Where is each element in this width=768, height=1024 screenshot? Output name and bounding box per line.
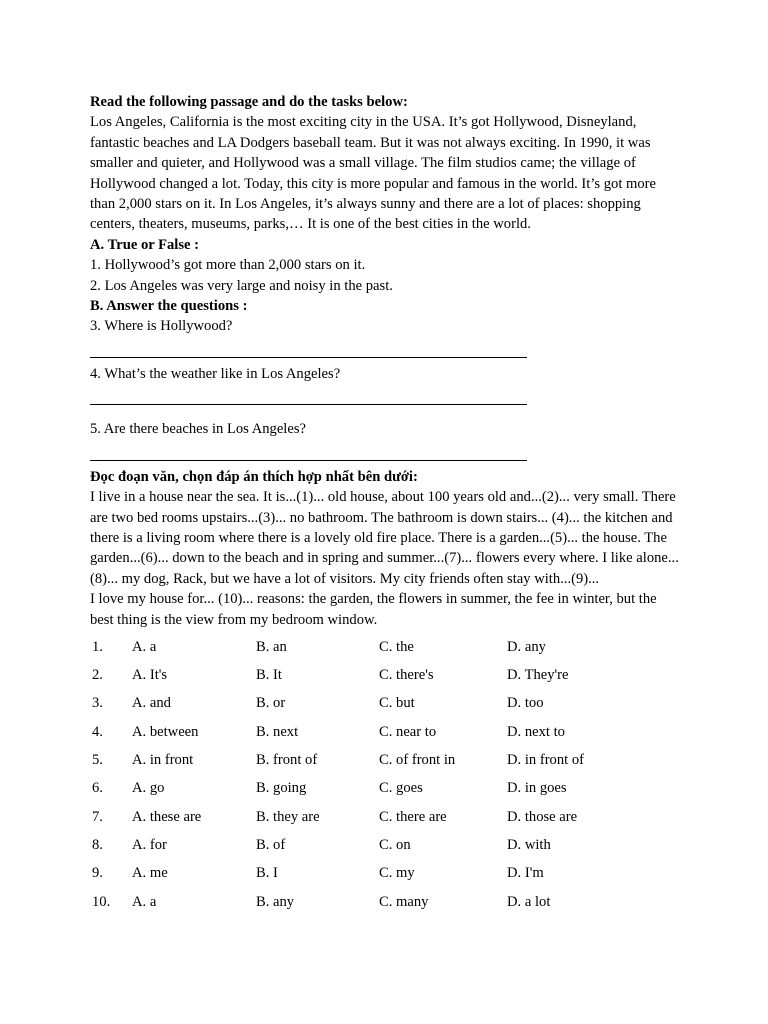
question-number: 9. [92,865,103,882]
option-d[interactable]: D. in goes [507,780,567,797]
option-row [92,690,627,718]
option-c[interactable]: C. my [379,865,415,882]
option-row [92,803,627,831]
answer-line-5[interactable] [90,440,527,461]
option-row [92,831,627,859]
answer-line-4[interactable] [90,384,527,405]
option-c[interactable]: C. there's [379,667,434,684]
reading-heading: Read the following passage and do the tasks below: [90,94,408,110]
option-d[interactable]: D. in front of [507,752,585,769]
cloze-passage-1: I live in a house near the sea. It is...(1)... old house, about 100 years old and...(2)... very small. There are two bed rooms upstairs...(3)... no bathroom. The bathroom is down stairs... (4)... the kitchen and there is a living room where there is a lovely old fire place. There is a garden...(5)... the house. The garden...(6)... down to the beach and in spring and summer...(7)... flowers every where. I like alone...(8)... my dog, Rack, but we have a lot of visitors. My city friends often stay with...(9)... [90,489,679,587]
option-d[interactable]: D. They're [507,667,569,684]
question-number: 4. [92,723,103,740]
question-number: 3. [92,695,103,712]
option-row [92,633,627,661]
option-d[interactable]: D. I'm [507,865,544,882]
part-b-title: B. Answer the questions : [90,298,248,315]
option-d[interactable]: D. those are [507,808,578,825]
question-number: 5. [92,752,103,769]
reading-passage: Los Angeles, California is the most exciting city in the USA. It’s got Hollywood, Disneyland, fantastic beaches and LA Dodgers baseball team. But it was not always exciting. In 1990, it was smaller and quieter, and Hollywood was a small village. The film studios came; the village of Hollywood changed a lot. Today, this city is more popular and famous in the world. It’s got more than 2,000 stars on it. In Los Angeles, it’s always sunny and there are a lot of places: shopping centers, theaters, museums, parks,… It is one of the best cities in the world. [90,114,657,233]
option-a[interactable]: A. and [132,695,171,712]
option-a[interactable]: A. for [132,836,167,853]
option-d[interactable]: D. too [507,695,544,712]
option-row [92,774,627,802]
option-row [92,859,627,887]
option-a[interactable]: A. a [132,893,157,910]
question-number: 10. [92,893,111,910]
option-a[interactable]: A. in front [132,752,194,769]
option-b[interactable]: B. of [256,836,286,853]
option-b[interactable]: B. any [256,893,295,910]
question-4: 4. What’s the weather like in Los Angeles? [90,365,341,382]
cloze-passage-2: I love my house for... (10)... reasons: the garden, the flowers in summer, the fee in winter, but the best thing is the view from my bedroom window. [90,591,657,628]
option-b[interactable]: B. front of [256,752,318,769]
option-c[interactable]: C. of front in [379,752,456,769]
option-c[interactable]: C. many [379,893,429,910]
option-c[interactable]: C. near to [379,723,437,740]
option-c[interactable]: C. on [379,836,411,853]
option-d[interactable]: D. with [507,836,551,853]
option-b[interactable]: B. an [256,638,287,655]
option-c[interactable]: C. the [379,638,414,655]
option-row [92,888,627,916]
option-b[interactable]: B. or [256,695,286,712]
options-table [92,633,627,916]
option-a[interactable]: A. a [132,638,157,655]
true-false-item-2: 2. Los Angeles was very large and noisy in the past. [90,277,393,294]
option-c[interactable]: C. but [379,695,415,712]
option-b[interactable]: B. next [256,723,299,740]
option-row [92,746,627,774]
question-5: 5. Are there beaches in Los Angeles? [90,421,306,438]
option-a[interactable]: A. me [132,865,168,882]
question-number: 7. [92,808,103,825]
option-b[interactable]: B. I [256,865,278,882]
option-a[interactable]: A. between [132,723,199,740]
question-3: 3. Where is Hollywood? [90,318,233,335]
option-b[interactable]: B. It [256,667,282,684]
option-d[interactable]: D. next to [507,723,565,740]
option-a[interactable]: A. go [132,780,165,797]
true-false-item-1: 1. Hollywood’s got more than 2,000 stars on it. [90,257,366,274]
option-d[interactable]: D. any [507,638,546,655]
option-a[interactable]: A. these are [132,808,202,825]
question-number: 8. [92,836,103,853]
question-number: 1. [92,638,103,655]
document-content [90,92,682,916]
option-b[interactable]: B. going [256,780,307,797]
answer-line-3[interactable] [90,337,527,358]
option-row [92,661,627,689]
option-row [92,718,627,746]
option-b[interactable]: B. they are [256,808,320,825]
question-number: 6. [92,780,103,797]
option-c[interactable]: C. there are [379,808,447,825]
option-a[interactable]: A. It's [132,667,168,684]
question-number: 2. [92,667,103,684]
option-c[interactable]: C. goes [379,780,423,797]
option-d[interactable]: D. a lot [507,893,551,910]
cloze-heading: Đọc đoạn văn, chọn đáp án thích hợp nhất bên dưới: [90,468,418,485]
part-a-title: A. True or False : [90,236,200,253]
spacer [90,411,682,419]
